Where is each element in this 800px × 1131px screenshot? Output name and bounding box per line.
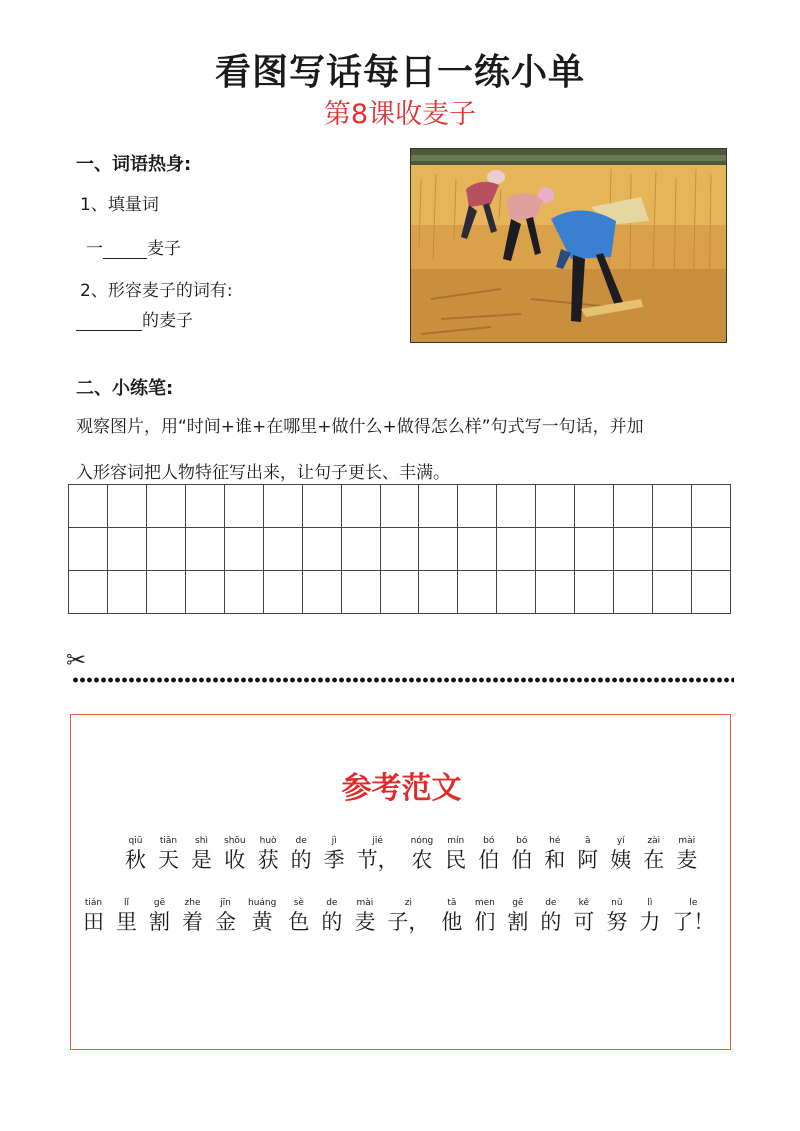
hanzi: 们	[474, 910, 496, 934]
ruby-char	[507, 897, 528, 935]
pinyin: de	[326, 898, 338, 908]
hanzi: 民	[445, 848, 467, 872]
hanzi: 了！	[672, 910, 715, 934]
ruby-char	[248, 897, 276, 935]
hanzi: 色	[288, 910, 310, 934]
grid-cell[interactable]	[419, 571, 458, 614]
grid-cell[interactable]	[302, 485, 341, 528]
grid-cell[interactable]	[263, 571, 302, 614]
section2-heading: 二、小练笔:	[76, 378, 174, 399]
grid-cell[interactable]	[341, 571, 380, 614]
grid-cell[interactable]	[614, 528, 653, 571]
grid-cell[interactable]	[107, 528, 146, 571]
ruby-char	[321, 897, 342, 935]
ruby-char	[573, 897, 594, 935]
hanzi: 着	[182, 910, 203, 934]
instruction-line-1: 观察图片，用“时间+谁+在哪里+做什么+做得怎么样”句式写一句话，并加	[76, 417, 644, 437]
hanzi: 麦	[676, 848, 698, 872]
grid-row	[69, 485, 731, 528]
grid-cell[interactable]	[614, 485, 653, 528]
ruby-char	[441, 897, 462, 935]
q1-suffix: 麦子	[147, 239, 181, 259]
grid-cell[interactable]	[575, 571, 614, 614]
ruby-char	[324, 835, 345, 873]
pinyin: lì	[647, 898, 653, 908]
scissors-icon: ✂	[66, 646, 87, 674]
q1-label: 1、填量词	[80, 195, 159, 215]
hanzi: 田	[83, 910, 104, 934]
grid-cell[interactable]	[536, 571, 575, 614]
ruby-char	[116, 897, 137, 935]
pinyin: de	[545, 898, 557, 908]
hanzi: 收	[224, 848, 246, 872]
ruby-char	[577, 835, 598, 873]
grid-cell[interactable]	[419, 528, 458, 571]
hanzi: 黄	[251, 910, 273, 934]
grid-cell[interactable]	[341, 528, 380, 571]
ruby-char	[224, 835, 246, 873]
grid-cell[interactable]	[224, 485, 263, 528]
hanzi: 节，	[356, 848, 399, 872]
hanzi: 伯	[511, 848, 533, 872]
wheat-harvest-illustration	[411, 149, 726, 342]
grid-row	[69, 528, 731, 571]
pinyin: ā	[584, 836, 591, 846]
grid-cell[interactable]	[497, 528, 536, 571]
grid-cell[interactable]	[536, 528, 575, 571]
hanzi: 农	[411, 848, 433, 872]
ruby-char	[445, 835, 466, 873]
grid-cell[interactable]	[692, 528, 731, 571]
hanzi: 获	[257, 848, 279, 872]
reference-line-1	[125, 835, 709, 873]
hanzi: 是	[191, 848, 212, 872]
pinyin: le	[689, 898, 698, 908]
hanzi: 阿	[577, 848, 599, 872]
ruby-char	[258, 835, 279, 873]
ruby-char	[354, 897, 375, 935]
reference-essay-box	[70, 714, 731, 1050]
pinyin: kě	[578, 898, 590, 908]
hanzi: 姨	[610, 848, 632, 872]
pinyin: tián	[84, 898, 103, 908]
grid-cell[interactable]	[263, 485, 302, 528]
hanzi: 努	[606, 910, 628, 934]
hanzi: 力	[639, 910, 661, 934]
grid-cell[interactable]	[263, 528, 302, 571]
grid-cell[interactable]	[69, 571, 108, 614]
grid-cell[interactable]	[302, 571, 341, 614]
ruby-char	[643, 835, 664, 873]
ruby-char	[474, 897, 495, 935]
pinyin: gē	[153, 898, 166, 908]
pinyin: sè	[293, 898, 304, 908]
pinyin: tā	[447, 898, 457, 908]
pinyin: lǐ	[123, 898, 129, 908]
ruby-char	[182, 897, 203, 935]
grid-cell[interactable]	[185, 571, 224, 614]
ruby-char	[288, 897, 309, 935]
grid-cell[interactable]	[69, 485, 108, 528]
ruby-char	[83, 897, 104, 935]
grid-cell[interactable]	[458, 571, 497, 614]
writing-grid[interactable]	[68, 484, 731, 614]
hanzi: 子，	[387, 910, 430, 934]
pinyin: huáng	[248, 898, 277, 908]
hanzi: 割	[149, 910, 170, 934]
grid-cell[interactable]	[653, 571, 692, 614]
pinyin: gē	[512, 898, 524, 908]
ruby-char	[411, 835, 434, 873]
pinyin: zài	[647, 836, 661, 846]
ruby-char	[672, 897, 714, 935]
ruby-char	[639, 897, 660, 935]
grid-cell[interactable]	[146, 485, 185, 528]
grid-cell[interactable]	[302, 528, 341, 571]
ruby-char	[191, 835, 212, 873]
q2-blank[interactable]	[76, 312, 142, 331]
lesson-subtitle: 第8课收麦子	[323, 99, 477, 130]
grid-cell[interactable]	[653, 485, 692, 528]
ruby-char	[357, 835, 399, 873]
grid-cell[interactable]	[692, 571, 731, 614]
ruby-char	[291, 835, 312, 873]
pinyin: jié	[372, 836, 383, 846]
worksheet-title: 看图写话每日一练小单	[214, 52, 585, 93]
pinyin: yí	[616, 836, 625, 846]
hanzi: 的	[321, 910, 343, 934]
wheat-harvest-photo	[410, 148, 727, 343]
hanzi: 伯	[478, 848, 500, 872]
q1-fill-line	[86, 234, 181, 259]
pinyin: nǔ	[611, 898, 623, 908]
ruby-char	[676, 835, 697, 873]
q1-blank[interactable]	[103, 240, 147, 259]
hanzi: 割	[507, 910, 529, 934]
ruby-char	[540, 897, 561, 935]
grid-cell[interactable]	[536, 485, 575, 528]
hanzi: 可	[573, 910, 595, 934]
grid-cell[interactable]	[146, 528, 185, 571]
section1-heading: 一、词语热身:	[76, 154, 192, 175]
reference-title: 参考范文	[341, 771, 462, 806]
grid-cell[interactable]	[575, 485, 614, 528]
pinyin: jì	[331, 836, 337, 846]
q2-fill-line	[76, 306, 193, 331]
ruby-char	[158, 835, 179, 873]
q2-label: 2、形容麦子的词有:	[80, 281, 233, 301]
grid-cell[interactable]	[458, 485, 497, 528]
pinyin: mài	[678, 836, 696, 846]
pinyin: men	[474, 898, 495, 908]
grid-cell[interactable]	[107, 485, 146, 528]
grid-cell[interactable]	[692, 485, 731, 528]
ruby-char	[610, 835, 631, 873]
grid-cell[interactable]	[380, 485, 419, 528]
grid-cell[interactable]	[224, 571, 263, 614]
ruby-char	[544, 835, 565, 873]
hanzi: 他	[441, 910, 463, 934]
pinyin: bó	[483, 836, 495, 846]
hanzi: 金	[215, 910, 236, 934]
pinyin: mín	[447, 836, 465, 846]
instruction-line-2: 入形容词把人物特征写出来，让句子更长、丰满。	[76, 463, 450, 483]
pinyin: bó	[516, 836, 528, 846]
pinyin: shì	[195, 836, 208, 846]
hanzi: 季	[323, 848, 345, 872]
ruby-char	[125, 835, 146, 873]
hanzi: 麦	[354, 910, 376, 934]
hanzi: 天	[158, 848, 179, 872]
grid-cell[interactable]	[146, 571, 185, 614]
hanzi: 的	[540, 910, 562, 934]
grid-cell[interactable]	[458, 528, 497, 571]
pinyin: tiān	[159, 836, 178, 846]
grid-cell[interactable]	[341, 485, 380, 528]
grid-cell[interactable]	[614, 571, 653, 614]
grid-cell[interactable]	[575, 528, 614, 571]
hanzi: 和	[544, 848, 566, 872]
ruby-char	[511, 835, 532, 873]
pinyin: zi	[404, 898, 412, 908]
grid-cell[interactable]	[497, 571, 536, 614]
pinyin: shōu	[224, 836, 246, 846]
pinyin: mài	[356, 898, 374, 908]
grid-cell[interactable]	[69, 528, 108, 571]
reference-line-2	[83, 897, 726, 935]
grid-cell[interactable]	[419, 485, 458, 528]
hanzi: 秋	[125, 848, 146, 872]
pinyin: hé	[549, 836, 561, 846]
pinyin: nóng	[410, 836, 434, 846]
pinyin: huò	[259, 836, 277, 846]
grid-cell[interactable]	[185, 528, 224, 571]
grid-cell[interactable]	[224, 528, 263, 571]
pinyin: zhe	[184, 898, 201, 908]
pinyin: qiū	[128, 836, 143, 846]
q1-prefix: 一	[86, 239, 103, 259]
grid-cell[interactable]	[380, 528, 419, 571]
pinyin: de	[295, 836, 307, 846]
cut-line-divider	[72, 677, 734, 683]
grid-cell[interactable]	[380, 571, 419, 614]
ruby-char	[387, 897, 429, 935]
ruby-char	[149, 897, 170, 935]
ruby-char	[606, 897, 627, 935]
grid-cell[interactable]	[107, 571, 146, 614]
hanzi: 在	[643, 848, 665, 872]
q2-suffix: 的麦子	[142, 311, 193, 331]
grid-cell[interactable]	[653, 528, 692, 571]
pinyin: jīn	[220, 898, 231, 908]
ruby-char	[215, 897, 236, 935]
grid-cell[interactable]	[497, 485, 536, 528]
grid-row	[69, 571, 731, 614]
hanzi: 里	[116, 910, 137, 934]
ruby-char	[478, 835, 499, 873]
hanzi: 的	[290, 848, 312, 872]
grid-cell[interactable]	[185, 485, 224, 528]
